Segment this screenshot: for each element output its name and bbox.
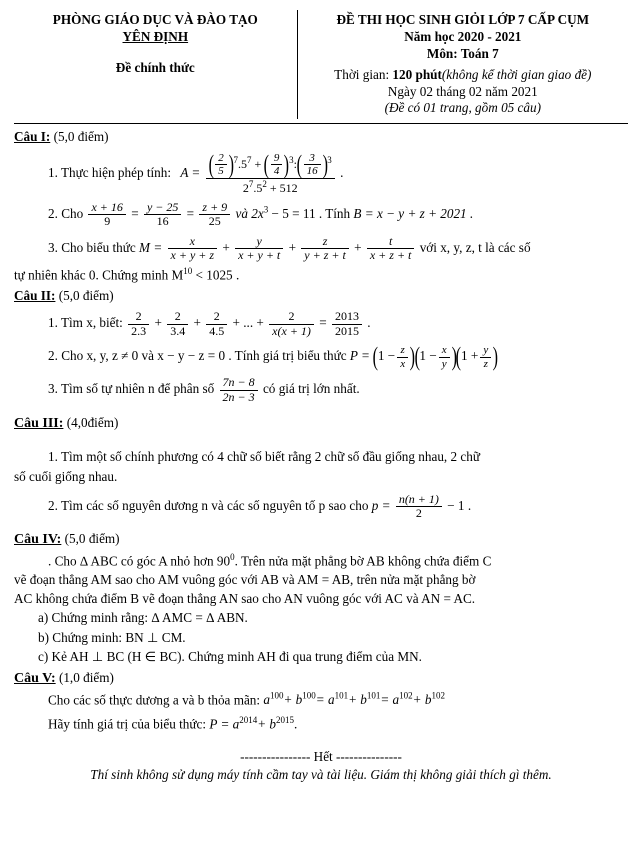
q5-line2: Hãy tính giá trị của biểu thức: $P = a^{2014}+ b^{2015}$. [48,714,298,731]
q1-denominator: $2^7.5^2 + 512$ [242,178,298,195]
subject-label: Môn: [426,45,461,61]
q1-part3-line2: tự nhiên khác 0. Chứng minh $M^{10} < 1025$ . [14,265,240,283]
q4-item-b: b) Chứng minh: BN ⊥ CM. [38,629,186,645]
q2-part3: 3. Tìm số tự nhiên n để phân số $\frac{7n - 8}{2n - 3}$ có giá trị lớn nhất. [48,375,360,404]
q1-A: A = [180,164,201,180]
q4-item-c: c) Kẻ AH ⊥ BC (H ∈ BC). Chứng minh AH đi qua trung điểm của MN. [38,648,422,664]
q1-period: . [340,164,344,180]
duration-value: 120 phút [392,66,442,82]
question-2-points: (5,0 điểm) [58,288,114,304]
question-3-heading [14,414,628,433]
right-paren-icon: ) [451,342,457,372]
q1p2-frac1: $\frac{x + 16}{9}$ [88,201,125,229]
exam-date: Ngày 02 tháng 02 năm 2021 [387,83,538,99]
right-paren-icon: ) [409,342,416,372]
question-1-title: Câu I: [14,129,51,145]
school-year: Năm học 2020 - 2021 [404,28,522,44]
header-left-cell [14,10,297,119]
right-paren-icon: ) [228,149,234,179]
question-4-title: Câu IV: [14,532,62,548]
subject-value: Toán 7 [460,45,499,61]
left-paren-icon: ( [455,342,462,372]
q2-part2-label: 2. Cho x, y, z ≠ 0 và x − y − z = 0 . Tính giá trị biểu thức [48,348,347,364]
q4-line2: vẽ đoạn thẳng AM sao cho AM vuông góc với AB và AM = AB, trên nửa mặt phẳng bờ [14,572,476,588]
q1p3-frac4: $\frac{t}{x + z + t}$ [367,235,415,263]
q1-part1 [48,149,628,195]
q4-line3: AC không chứa điểm B vẽ đoạn thẳng AN sao cho AN vuông góc với AC và AN = AC. [14,591,476,607]
right-paren-icon: ) [284,149,290,179]
left-paren-icon: ( [263,149,270,179]
left-paren-icon: ( [208,149,214,179]
department-line1: PHÒNG GIÁO DỤC VÀ ĐÀO TẠO [52,12,258,27]
header-right-cell [297,10,628,119]
q3-part1-line2: số cuối giống nhau. [14,469,118,485]
question-1-heading [14,128,628,145]
q3-part1-line1: 1. Tìm một số chính phương có 4 chữ số biết rằng 2 chữ số đầu giống nhau, 2 chữ [48,449,480,465]
exam-instructions-note: Thí sinh không sử dụng máy tính cầm tay và tài liệu. Giám thị không giải thích gì thêm. [90,767,552,783]
exam-footer [14,749,628,783]
header-divider [14,123,628,124]
q1-part3-label: 3. Cho biểu thức [48,239,136,255]
question-5-points: (1,0 điểm) [58,669,114,685]
exam-header [14,10,628,119]
left-paren-icon: ( [372,342,379,372]
q1p3-frac2: $\frac{y}{x + y + t}$ [235,235,283,263]
q1p3-frac1: $\frac{x}{x + y + z}$ [168,235,218,263]
q1-numerator: ( $\frac{2}{5}$ )$^7.5^7$ + ( $\frac{9}{4}$ )$^3$:( $\frac{3}{16}$ )$^3$ [206,152,335,179]
q4-item-a: a) Chứng minh rằng: ∆ AMC = ∆ ABN. [38,610,248,626]
question-3-points: (4,0điểm) [66,415,119,431]
q2-part3-label: 3. Tìm số tự nhiên n để phân số [48,381,215,397]
end-marker: ---------------- Hết --------------- [240,749,402,765]
question-2-heading [14,287,628,304]
q1-part1-label: 1. Thực hiện phép tính: [48,164,172,180]
left-paren-icon: ( [414,342,420,372]
q2-part2: 2. Cho x, y, z ≠ 0 và x − y − z = 0 . Tính giá trị biểu thức P = (1 − $\frac{z}{x}$ )(1 − $\frac{x}{y}$ )(1 + $\frac{y}{z}$ ) [48,342,499,372]
q1p2-frac3: $\frac{z + 9}{25}$ [199,201,230,229]
official-exam-label: Đề chính thức [115,59,195,75]
question-5-heading [14,669,628,688]
q1p3-frac3: $\frac{z}{y + z + t}$ [301,235,349,263]
q1-big-fraction [206,149,335,195]
q1-part2: 2. Cho $\frac{x + 16}{9}$ = $\frac{y - 25}{16}$ = $\frac{z + 9}{25}$ và $2x^3 - 5 = 11$ . Tính B = x − y + z + 2021 . [48,199,474,229]
q3-part2-label: 2. Tìm các số nguyên dương n và các số nguyên tố p sao cho [48,497,369,513]
question-2-title: Câu II: [14,288,56,304]
question-4-points: (5,0 điểm) [64,531,120,547]
q1-part3: 3. Cho biểu thức M = $\frac{x}{x + y + z}$ + $\frac{y}{x + y + t}$ + $\frac{z}{y + z + t}$ + $\frac{t}{x + z + t}$ với x, y, z, t là các số [48,233,531,263]
left-paren-icon: ( [296,149,302,179]
question-4-heading [14,530,628,549]
q5-line1: Cho các số thực dương a và b thỏa mãn: $a^{100}+ b^{100}= a^{101}+ b^{101}= a^{102}+ b^{102}$ [48,691,445,708]
q4-line1: . Cho ∆ ABC có góc A nhỏ hơn $90^0$. Trên nửa mặt phẳng bờ AB không chứa điểm C [48,551,492,569]
right-paren-icon: ) [492,342,499,372]
question-5-title: Câu V: [14,670,56,686]
page-count-note: (Đề có 01 trang, gồm 05 câu) [384,100,541,116]
question-1-points: (5,0 điểm) [53,129,109,145]
exam-title: ĐỀ THI HỌC SINH GIỎI LỚP 7 CẤP CỤM [336,12,590,27]
q2-part1: 1. Tìm x, biết: $\frac{2}{2.3}$ + $\frac{2}{3.4}$ + $\frac{2}{4.5}$ + ... + $\frac{2}{x(x + 1)}$ = $\frac{2013}{2015}$ . [48,309,371,338]
duration-note: (không kể thời gian giao đề) [441,66,592,82]
q2-part1-label: 1. Tìm x, biết: [48,315,123,331]
right-paren-icon: ) [322,149,328,179]
q1-part2-label: 2. Cho [48,205,84,221]
q3-part2: 2. Tìm các số nguyên dương n và các số nguyên tố p sao cho p = $\frac{n(n + 1)}{2}$ − 1 . [48,491,472,521]
q1p2-frac2: $\frac{y - 25}{16}$ [144,201,181,229]
question-3-title: Câu III: [14,416,64,432]
duration-label: Thời gian: [334,66,393,82]
department-line2: YÊN ĐỊNH [122,28,189,44]
